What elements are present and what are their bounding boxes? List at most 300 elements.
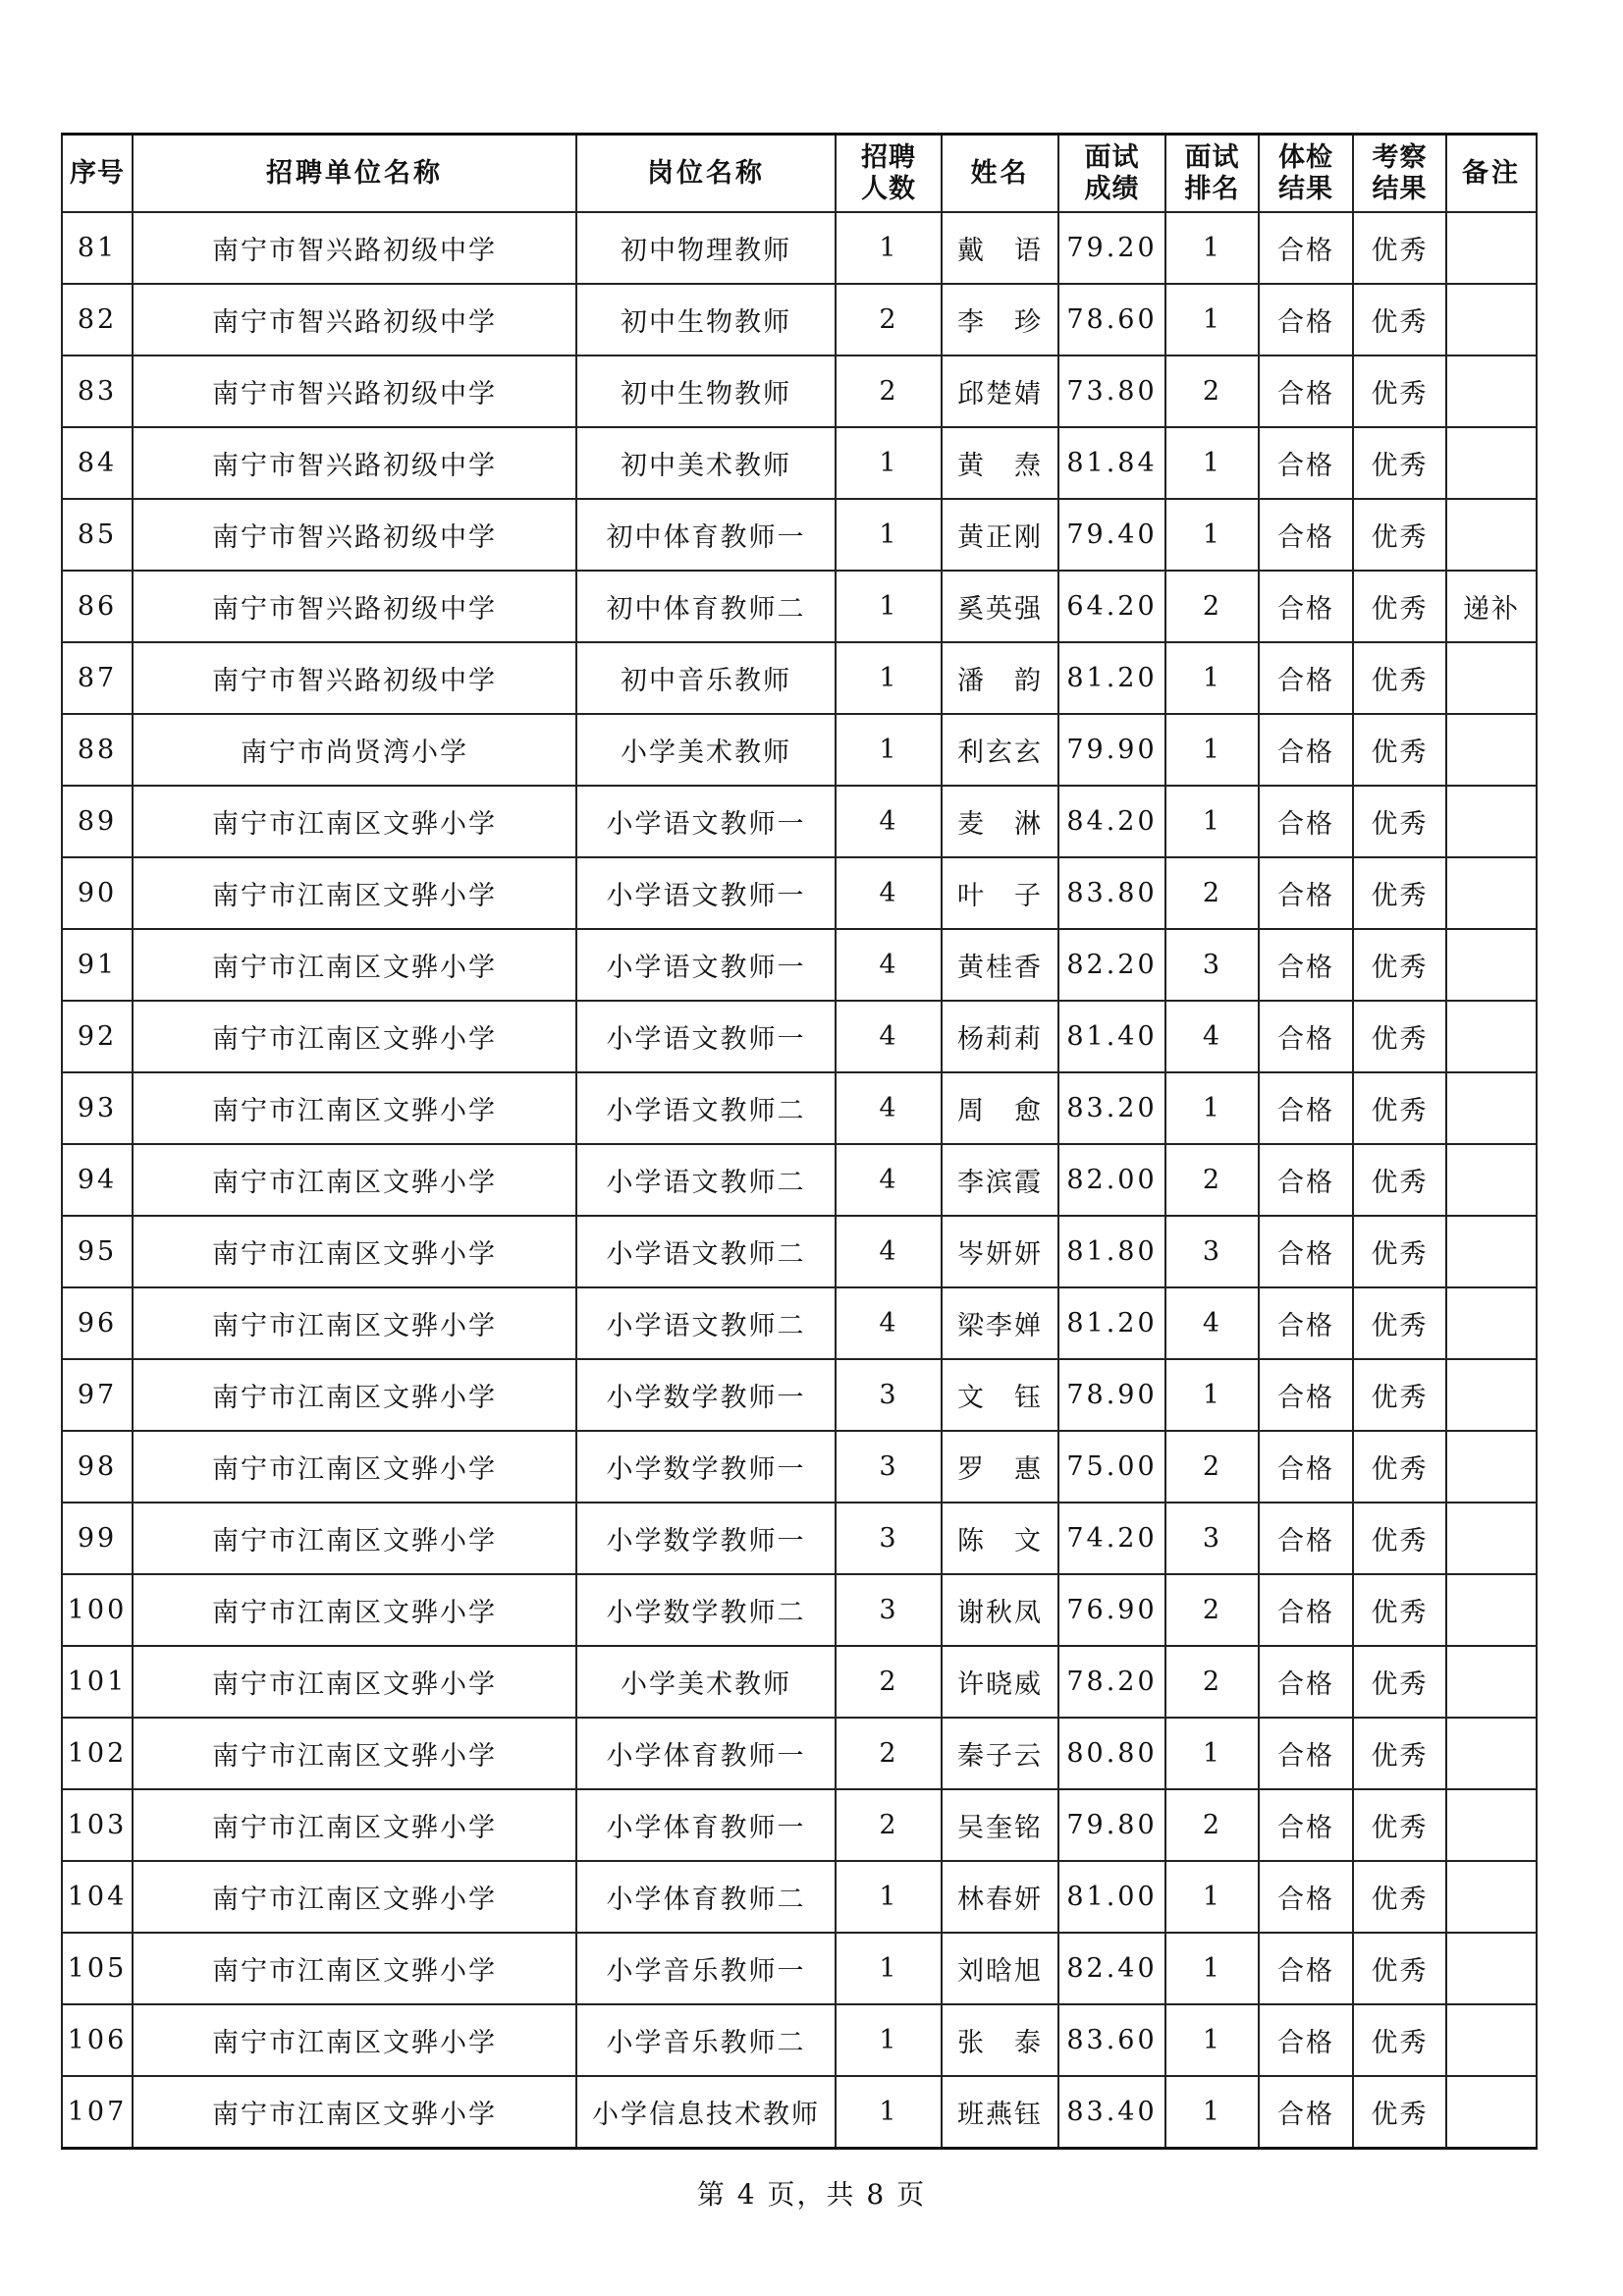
score-cell: 73.80 bbox=[1058, 355, 1165, 427]
review-cell: 优秀 bbox=[1353, 1503, 1446, 1574]
header-cell: 招聘单位名称 bbox=[133, 135, 576, 213]
header-text: 面试排名 bbox=[1184, 141, 1240, 204]
header-text: 体检结果 bbox=[1277, 141, 1333, 204]
unit-cell: 南宁市江南区文骅小学 bbox=[133, 2076, 576, 2149]
name-cell: 邱楚婧 bbox=[942, 355, 1058, 427]
quota-cell: 3 bbox=[836, 1359, 942, 1431]
seq-cell: 89 bbox=[62, 786, 133, 857]
score-cell: 83.80 bbox=[1058, 857, 1165, 929]
table-row bbox=[62, 1861, 1537, 1933]
medical-cell: 合格 bbox=[1259, 857, 1353, 929]
quota-cell: 4 bbox=[836, 857, 942, 929]
rank-cell: 1 bbox=[1165, 2076, 1259, 2149]
header-cell: 序号 bbox=[62, 135, 133, 213]
remark-cell bbox=[1446, 1216, 1537, 1287]
remark-cell bbox=[1446, 1144, 1537, 1216]
seq-cell: 94 bbox=[62, 1144, 133, 1216]
rank-cell: 3 bbox=[1165, 929, 1259, 1001]
review-cell: 优秀 bbox=[1353, 1861, 1446, 1933]
quota-cell: 4 bbox=[836, 1001, 942, 1072]
seq-cell: 100 bbox=[62, 1574, 133, 1646]
seq-cell: 92 bbox=[62, 1001, 133, 1072]
review-cell: 优秀 bbox=[1353, 1574, 1446, 1646]
review-cell: 优秀 bbox=[1353, 212, 1446, 284]
review-cell: 优秀 bbox=[1353, 1933, 1446, 2004]
table-row bbox=[62, 1574, 1537, 1646]
quota-cell: 1 bbox=[836, 714, 942, 786]
review-cell: 优秀 bbox=[1353, 571, 1446, 642]
medical-cell: 合格 bbox=[1259, 1789, 1353, 1861]
position-cell: 初中音乐教师 bbox=[576, 642, 836, 714]
quota-cell: 1 bbox=[836, 499, 942, 571]
header-cell bbox=[1353, 135, 1446, 213]
remark-cell bbox=[1446, 1503, 1537, 1574]
remark-cell bbox=[1446, 642, 1537, 714]
review-cell: 优秀 bbox=[1353, 355, 1446, 427]
table-row bbox=[62, 2004, 1537, 2076]
remark-cell bbox=[1446, 1933, 1537, 2004]
medical-cell: 合格 bbox=[1259, 1287, 1353, 1359]
unit-cell: 南宁市智兴路初级中学 bbox=[133, 427, 576, 499]
rank-cell: 2 bbox=[1165, 857, 1259, 929]
header-row bbox=[62, 135, 1537, 213]
medical-cell: 合格 bbox=[1259, 2076, 1353, 2149]
name-cell: 奚英强 bbox=[942, 571, 1058, 642]
remark-cell bbox=[1446, 1359, 1537, 1431]
rank-cell: 2 bbox=[1165, 1789, 1259, 1861]
review-cell: 优秀 bbox=[1353, 2004, 1446, 2076]
seq-cell: 84 bbox=[62, 427, 133, 499]
score-cell: 74.20 bbox=[1058, 1503, 1165, 1574]
score-cell: 79.20 bbox=[1058, 212, 1165, 284]
rank-cell: 4 bbox=[1165, 1287, 1259, 1359]
position-cell: 初中生物教师 bbox=[576, 355, 836, 427]
score-cell: 75.00 bbox=[1058, 1431, 1165, 1503]
medical-cell: 合格 bbox=[1259, 1216, 1353, 1287]
seq-cell: 97 bbox=[62, 1359, 133, 1431]
position-cell: 小学数学教师一 bbox=[576, 1359, 836, 1431]
unit-cell: 南宁市江南区文骅小学 bbox=[133, 1001, 576, 1072]
table-row bbox=[62, 1933, 1537, 2004]
quota-cell: 1 bbox=[836, 2004, 942, 2076]
score-cell: 81.40 bbox=[1058, 1001, 1165, 1072]
rank-cell: 2 bbox=[1165, 355, 1259, 427]
rank-cell: 1 bbox=[1165, 284, 1259, 355]
score-cell: 64.20 bbox=[1058, 571, 1165, 642]
review-cell: 优秀 bbox=[1353, 1718, 1446, 1789]
score-cell: 76.90 bbox=[1058, 1574, 1165, 1646]
medical-cell: 合格 bbox=[1259, 1933, 1353, 2004]
remark-cell bbox=[1446, 1646, 1537, 1718]
unit-cell: 南宁市江南区文骅小学 bbox=[133, 786, 576, 857]
header-cell: 岗位名称 bbox=[576, 135, 836, 213]
score-cell: 78.60 bbox=[1058, 284, 1165, 355]
table-row bbox=[62, 1072, 1537, 1144]
remark-cell bbox=[1446, 1001, 1537, 1072]
unit-cell: 南宁市江南区文骅小学 bbox=[133, 1574, 576, 1646]
table-row bbox=[62, 1431, 1537, 1503]
name-cell: 黄桂香 bbox=[942, 929, 1058, 1001]
header-cell bbox=[836, 135, 942, 213]
table-row bbox=[62, 1646, 1537, 1718]
table-row bbox=[62, 1287, 1537, 1359]
unit-cell: 南宁市尚贤湾小学 bbox=[133, 714, 576, 786]
rank-cell: 1 bbox=[1165, 1861, 1259, 1933]
table-row bbox=[62, 857, 1537, 929]
remark-cell bbox=[1446, 427, 1537, 499]
unit-cell: 南宁市江南区文骅小学 bbox=[133, 1646, 576, 1718]
unit-cell: 南宁市智兴路初级中学 bbox=[133, 642, 576, 714]
medical-cell: 合格 bbox=[1259, 1718, 1353, 1789]
unit-cell: 南宁市江南区文骅小学 bbox=[133, 1359, 576, 1431]
review-cell: 优秀 bbox=[1353, 499, 1446, 571]
quota-cell: 2 bbox=[836, 1718, 942, 1789]
quota-cell: 1 bbox=[836, 1933, 942, 2004]
table-row bbox=[62, 929, 1537, 1001]
rank-cell: 1 bbox=[1165, 499, 1259, 571]
seq-cell: 93 bbox=[62, 1072, 133, 1144]
quota-cell: 4 bbox=[836, 786, 942, 857]
unit-cell: 南宁市智兴路初级中学 bbox=[133, 355, 576, 427]
review-cell: 优秀 bbox=[1353, 1359, 1446, 1431]
rank-cell: 3 bbox=[1165, 1503, 1259, 1574]
seq-cell: 87 bbox=[62, 642, 133, 714]
score-cell: 80.80 bbox=[1058, 1718, 1165, 1789]
review-cell: 优秀 bbox=[1353, 929, 1446, 1001]
unit-cell: 南宁市江南区文骅小学 bbox=[133, 857, 576, 929]
quota-cell: 4 bbox=[836, 1072, 942, 1144]
seq-cell: 98 bbox=[62, 1431, 133, 1503]
remark-cell bbox=[1446, 499, 1537, 571]
unit-cell: 南宁市江南区文骅小学 bbox=[133, 1503, 576, 1574]
table-row bbox=[62, 427, 1537, 499]
seq-cell: 106 bbox=[62, 2004, 133, 2076]
remark-cell bbox=[1446, 212, 1537, 284]
review-cell: 优秀 bbox=[1353, 1789, 1446, 1861]
header-cell bbox=[1058, 135, 1165, 213]
seq-cell: 105 bbox=[62, 1933, 133, 2004]
quota-cell: 2 bbox=[836, 355, 942, 427]
position-cell: 小学语文教师一 bbox=[576, 929, 836, 1001]
review-cell: 优秀 bbox=[1353, 786, 1446, 857]
quota-cell: 4 bbox=[836, 1144, 942, 1216]
medical-cell: 合格 bbox=[1259, 2004, 1353, 2076]
seq-cell: 104 bbox=[62, 1861, 133, 1933]
rank-cell: 2 bbox=[1165, 1574, 1259, 1646]
position-cell: 小学美术教师 bbox=[576, 1646, 836, 1718]
seq-cell: 107 bbox=[62, 2076, 133, 2149]
name-cell: 李滨霞 bbox=[942, 1144, 1058, 1216]
unit-cell: 南宁市江南区文骅小学 bbox=[133, 1144, 576, 1216]
position-cell: 初中生物教师 bbox=[576, 284, 836, 355]
table-body bbox=[62, 212, 1537, 2149]
position-cell: 小学语文教师一 bbox=[576, 1001, 836, 1072]
table-row bbox=[62, 714, 1537, 786]
table-row bbox=[62, 1001, 1537, 1072]
review-cell: 优秀 bbox=[1353, 857, 1446, 929]
remark-cell bbox=[1446, 1574, 1537, 1646]
score-cell: 83.40 bbox=[1058, 2076, 1165, 2149]
seq-cell: 103 bbox=[62, 1789, 133, 1861]
position-cell: 初中物理教师 bbox=[576, 212, 836, 284]
seq-cell: 83 bbox=[62, 355, 133, 427]
unit-cell: 南宁市江南区文骅小学 bbox=[133, 1933, 576, 2004]
medical-cell: 合格 bbox=[1259, 1574, 1353, 1646]
review-cell: 优秀 bbox=[1353, 1001, 1446, 1072]
position-cell: 小学语文教师二 bbox=[576, 1144, 836, 1216]
medical-cell: 合格 bbox=[1259, 1503, 1353, 1574]
medical-cell: 合格 bbox=[1259, 1646, 1353, 1718]
name-cell: 张 泰 bbox=[942, 2004, 1058, 2076]
unit-cell: 南宁市智兴路初级中学 bbox=[133, 499, 576, 571]
rank-cell: 2 bbox=[1165, 1431, 1259, 1503]
medical-cell: 合格 bbox=[1259, 642, 1353, 714]
review-cell: 优秀 bbox=[1353, 1287, 1446, 1359]
position-cell: 小学音乐教师二 bbox=[576, 2004, 836, 2076]
name-cell: 谢秋凤 bbox=[942, 1574, 1058, 1646]
name-cell: 梁李婵 bbox=[942, 1287, 1058, 1359]
table-row bbox=[62, 499, 1537, 571]
unit-cell: 南宁市江南区文骅小学 bbox=[133, 1431, 576, 1503]
remark-cell bbox=[1446, 1072, 1537, 1144]
position-cell: 初中美术教师 bbox=[576, 427, 836, 499]
name-cell: 潘 韵 bbox=[942, 642, 1058, 714]
position-cell: 小学信息技术教师 bbox=[576, 2076, 836, 2149]
seq-cell: 99 bbox=[62, 1503, 133, 1574]
medical-cell: 合格 bbox=[1259, 499, 1353, 571]
review-cell: 优秀 bbox=[1353, 284, 1446, 355]
quota-cell: 1 bbox=[836, 212, 942, 284]
table-row bbox=[62, 1144, 1537, 1216]
score-cell: 81.84 bbox=[1058, 427, 1165, 499]
name-cell: 陈 文 bbox=[942, 1503, 1058, 1574]
quota-cell: 4 bbox=[836, 1216, 942, 1287]
score-cell: 79.40 bbox=[1058, 499, 1165, 571]
table-row bbox=[62, 1503, 1537, 1574]
rank-cell: 1 bbox=[1165, 642, 1259, 714]
position-cell: 小学语文教师二 bbox=[576, 1072, 836, 1144]
rank-cell: 4 bbox=[1165, 1001, 1259, 1072]
review-cell: 优秀 bbox=[1353, 714, 1446, 786]
unit-cell: 南宁市智兴路初级中学 bbox=[133, 212, 576, 284]
header-text: 考察结果 bbox=[1372, 141, 1428, 204]
quota-cell: 1 bbox=[836, 2076, 942, 2149]
name-cell: 李 珍 bbox=[942, 284, 1058, 355]
medical-cell: 合格 bbox=[1259, 284, 1353, 355]
medical-cell: 合格 bbox=[1259, 1861, 1353, 1933]
rank-cell: 3 bbox=[1165, 1216, 1259, 1287]
score-cell: 82.40 bbox=[1058, 1933, 1165, 2004]
header-text: 招聘人数 bbox=[860, 141, 916, 204]
remark-cell bbox=[1446, 929, 1537, 1001]
name-cell: 班燕钰 bbox=[942, 2076, 1058, 2149]
seq-cell: 96 bbox=[62, 1287, 133, 1359]
seq-cell: 85 bbox=[62, 499, 133, 571]
rank-cell: 1 bbox=[1165, 714, 1259, 786]
remark-cell: 递补 bbox=[1446, 571, 1537, 642]
medical-cell: 合格 bbox=[1259, 355, 1353, 427]
quota-cell: 1 bbox=[836, 571, 942, 642]
score-cell: 81.20 bbox=[1058, 1287, 1165, 1359]
medical-cell: 合格 bbox=[1259, 1001, 1353, 1072]
rank-cell: 1 bbox=[1165, 1718, 1259, 1789]
medical-cell: 合格 bbox=[1259, 571, 1353, 642]
rank-cell: 1 bbox=[1165, 1359, 1259, 1431]
name-cell: 许晓威 bbox=[942, 1646, 1058, 1718]
table-row bbox=[62, 355, 1537, 427]
table-row bbox=[62, 1359, 1537, 1431]
score-cell: 78.20 bbox=[1058, 1646, 1165, 1718]
score-cell: 82.00 bbox=[1058, 1144, 1165, 1216]
remark-cell bbox=[1446, 857, 1537, 929]
medical-cell: 合格 bbox=[1259, 427, 1353, 499]
seq-cell: 95 bbox=[62, 1216, 133, 1287]
name-cell: 戴 语 bbox=[942, 212, 1058, 284]
score-cell: 79.80 bbox=[1058, 1789, 1165, 1861]
medical-cell: 合格 bbox=[1259, 929, 1353, 1001]
medical-cell: 合格 bbox=[1259, 714, 1353, 786]
medical-cell: 合格 bbox=[1259, 1359, 1353, 1431]
table-row bbox=[62, 212, 1537, 284]
page-footer: 第 4 页，共 8 页 bbox=[696, 2178, 927, 2211]
review-cell: 优秀 bbox=[1353, 1144, 1446, 1216]
quota-cell: 2 bbox=[836, 1789, 942, 1861]
name-cell: 秦子云 bbox=[942, 1718, 1058, 1789]
unit-cell: 南宁市江南区文骅小学 bbox=[133, 1287, 576, 1359]
table-row bbox=[62, 1718, 1537, 1789]
unit-cell: 南宁市江南区文骅小学 bbox=[133, 2004, 576, 2076]
table-row bbox=[62, 1789, 1537, 1861]
position-cell: 小学数学教师一 bbox=[576, 1503, 836, 1574]
table-row bbox=[62, 642, 1537, 714]
medical-cell: 合格 bbox=[1259, 1431, 1353, 1503]
position-cell: 小学语文教师一 bbox=[576, 857, 836, 929]
score-cell: 81.80 bbox=[1058, 1216, 1165, 1287]
rank-cell: 1 bbox=[1165, 427, 1259, 499]
rank-cell: 2 bbox=[1165, 1144, 1259, 1216]
unit-cell: 南宁市江南区文骅小学 bbox=[133, 1072, 576, 1144]
seq-cell: 90 bbox=[62, 857, 133, 929]
score-cell: 82.20 bbox=[1058, 929, 1165, 1001]
position-cell: 小学音乐教师一 bbox=[576, 1933, 836, 2004]
position-cell: 小学语文教师二 bbox=[576, 1287, 836, 1359]
seq-cell: 101 bbox=[62, 1646, 133, 1718]
rank-cell: 2 bbox=[1165, 571, 1259, 642]
table-row bbox=[62, 2076, 1537, 2149]
name-cell: 岑妍妍 bbox=[942, 1216, 1058, 1287]
position-cell: 小学语文教师一 bbox=[576, 786, 836, 857]
position-cell: 小学数学教师二 bbox=[576, 1574, 836, 1646]
quota-cell: 4 bbox=[836, 1287, 942, 1359]
rank-cell: 1 bbox=[1165, 786, 1259, 857]
remark-cell bbox=[1446, 1431, 1537, 1503]
quota-cell: 2 bbox=[836, 1646, 942, 1718]
position-cell: 小学美术教师 bbox=[576, 714, 836, 786]
name-cell: 黄正刚 bbox=[942, 499, 1058, 571]
quota-cell: 1 bbox=[836, 642, 942, 714]
score-cell: 84.20 bbox=[1058, 786, 1165, 857]
position-cell: 小学数学教师一 bbox=[576, 1431, 836, 1503]
score-cell: 83.20 bbox=[1058, 1072, 1165, 1144]
rank-cell: 1 bbox=[1165, 1072, 1259, 1144]
table-row bbox=[62, 284, 1537, 355]
seq-cell: 82 bbox=[62, 284, 133, 355]
quota-cell: 3 bbox=[836, 1431, 942, 1503]
remark-cell bbox=[1446, 2076, 1537, 2149]
unit-cell: 南宁市智兴路初级中学 bbox=[133, 284, 576, 355]
table-row bbox=[62, 571, 1537, 642]
unit-cell: 南宁市江南区文骅小学 bbox=[133, 1216, 576, 1287]
review-cell: 优秀 bbox=[1353, 427, 1446, 499]
seq-cell: 86 bbox=[62, 571, 133, 642]
unit-cell: 南宁市智兴路初级中学 bbox=[133, 571, 576, 642]
score-cell: 78.90 bbox=[1058, 1359, 1165, 1431]
medical-cell: 合格 bbox=[1259, 1144, 1353, 1216]
position-cell: 初中体育教师一 bbox=[576, 499, 836, 571]
quota-cell: 1 bbox=[836, 427, 942, 499]
seq-cell: 91 bbox=[62, 929, 133, 1001]
rank-cell: 1 bbox=[1165, 2004, 1259, 2076]
review-cell: 优秀 bbox=[1353, 2076, 1446, 2149]
unit-cell: 南宁市江南区文骅小学 bbox=[133, 1718, 576, 1789]
remark-cell bbox=[1446, 1287, 1537, 1359]
table-row bbox=[62, 1216, 1537, 1287]
name-cell: 黄 焘 bbox=[942, 427, 1058, 499]
quota-cell: 3 bbox=[836, 1503, 942, 1574]
header-text: 面试成绩 bbox=[1084, 141, 1140, 204]
quota-cell: 2 bbox=[836, 284, 942, 355]
quota-cell: 1 bbox=[836, 1861, 942, 1933]
quota-cell: 3 bbox=[836, 1574, 942, 1646]
review-cell: 优秀 bbox=[1353, 642, 1446, 714]
remark-cell bbox=[1446, 1861, 1537, 1933]
header-cell: 备注 bbox=[1446, 135, 1537, 213]
seq-cell: 81 bbox=[62, 212, 133, 284]
name-cell: 杨莉莉 bbox=[942, 1001, 1058, 1072]
table-row bbox=[62, 786, 1537, 857]
review-cell: 优秀 bbox=[1353, 1431, 1446, 1503]
medical-cell: 合格 bbox=[1259, 786, 1353, 857]
score-cell: 79.90 bbox=[1058, 714, 1165, 786]
name-cell: 麦 淋 bbox=[942, 786, 1058, 857]
name-cell: 叶 子 bbox=[942, 857, 1058, 929]
rank-cell: 1 bbox=[1165, 1933, 1259, 2004]
header-cell bbox=[1165, 135, 1259, 213]
name-cell: 吴奎铭 bbox=[942, 1789, 1058, 1861]
remark-cell bbox=[1446, 284, 1537, 355]
remark-cell bbox=[1446, 1718, 1537, 1789]
header-cell bbox=[1259, 135, 1353, 213]
name-cell: 文 钰 bbox=[942, 1359, 1058, 1431]
quota-cell: 4 bbox=[836, 929, 942, 1001]
header-cell: 姓名 bbox=[942, 135, 1058, 213]
review-cell: 优秀 bbox=[1353, 1072, 1446, 1144]
remark-cell bbox=[1446, 786, 1537, 857]
name-cell: 刘晗旭 bbox=[942, 1933, 1058, 2004]
position-cell: 小学体育教师一 bbox=[576, 1718, 836, 1789]
remark-cell bbox=[1446, 2004, 1537, 2076]
name-cell: 周 愈 bbox=[942, 1072, 1058, 1144]
seq-cell: 102 bbox=[62, 1718, 133, 1789]
unit-cell: 南宁市江南区文骅小学 bbox=[133, 1861, 576, 1933]
name-cell: 罗 惠 bbox=[942, 1431, 1058, 1503]
score-cell: 83.60 bbox=[1058, 2004, 1165, 2076]
rank-cell: 1 bbox=[1165, 212, 1259, 284]
unit-cell: 南宁市江南区文骅小学 bbox=[133, 929, 576, 1001]
review-cell: 优秀 bbox=[1353, 1216, 1446, 1287]
position-cell: 小学语文教师二 bbox=[576, 1216, 836, 1287]
score-cell: 81.00 bbox=[1058, 1861, 1165, 1933]
